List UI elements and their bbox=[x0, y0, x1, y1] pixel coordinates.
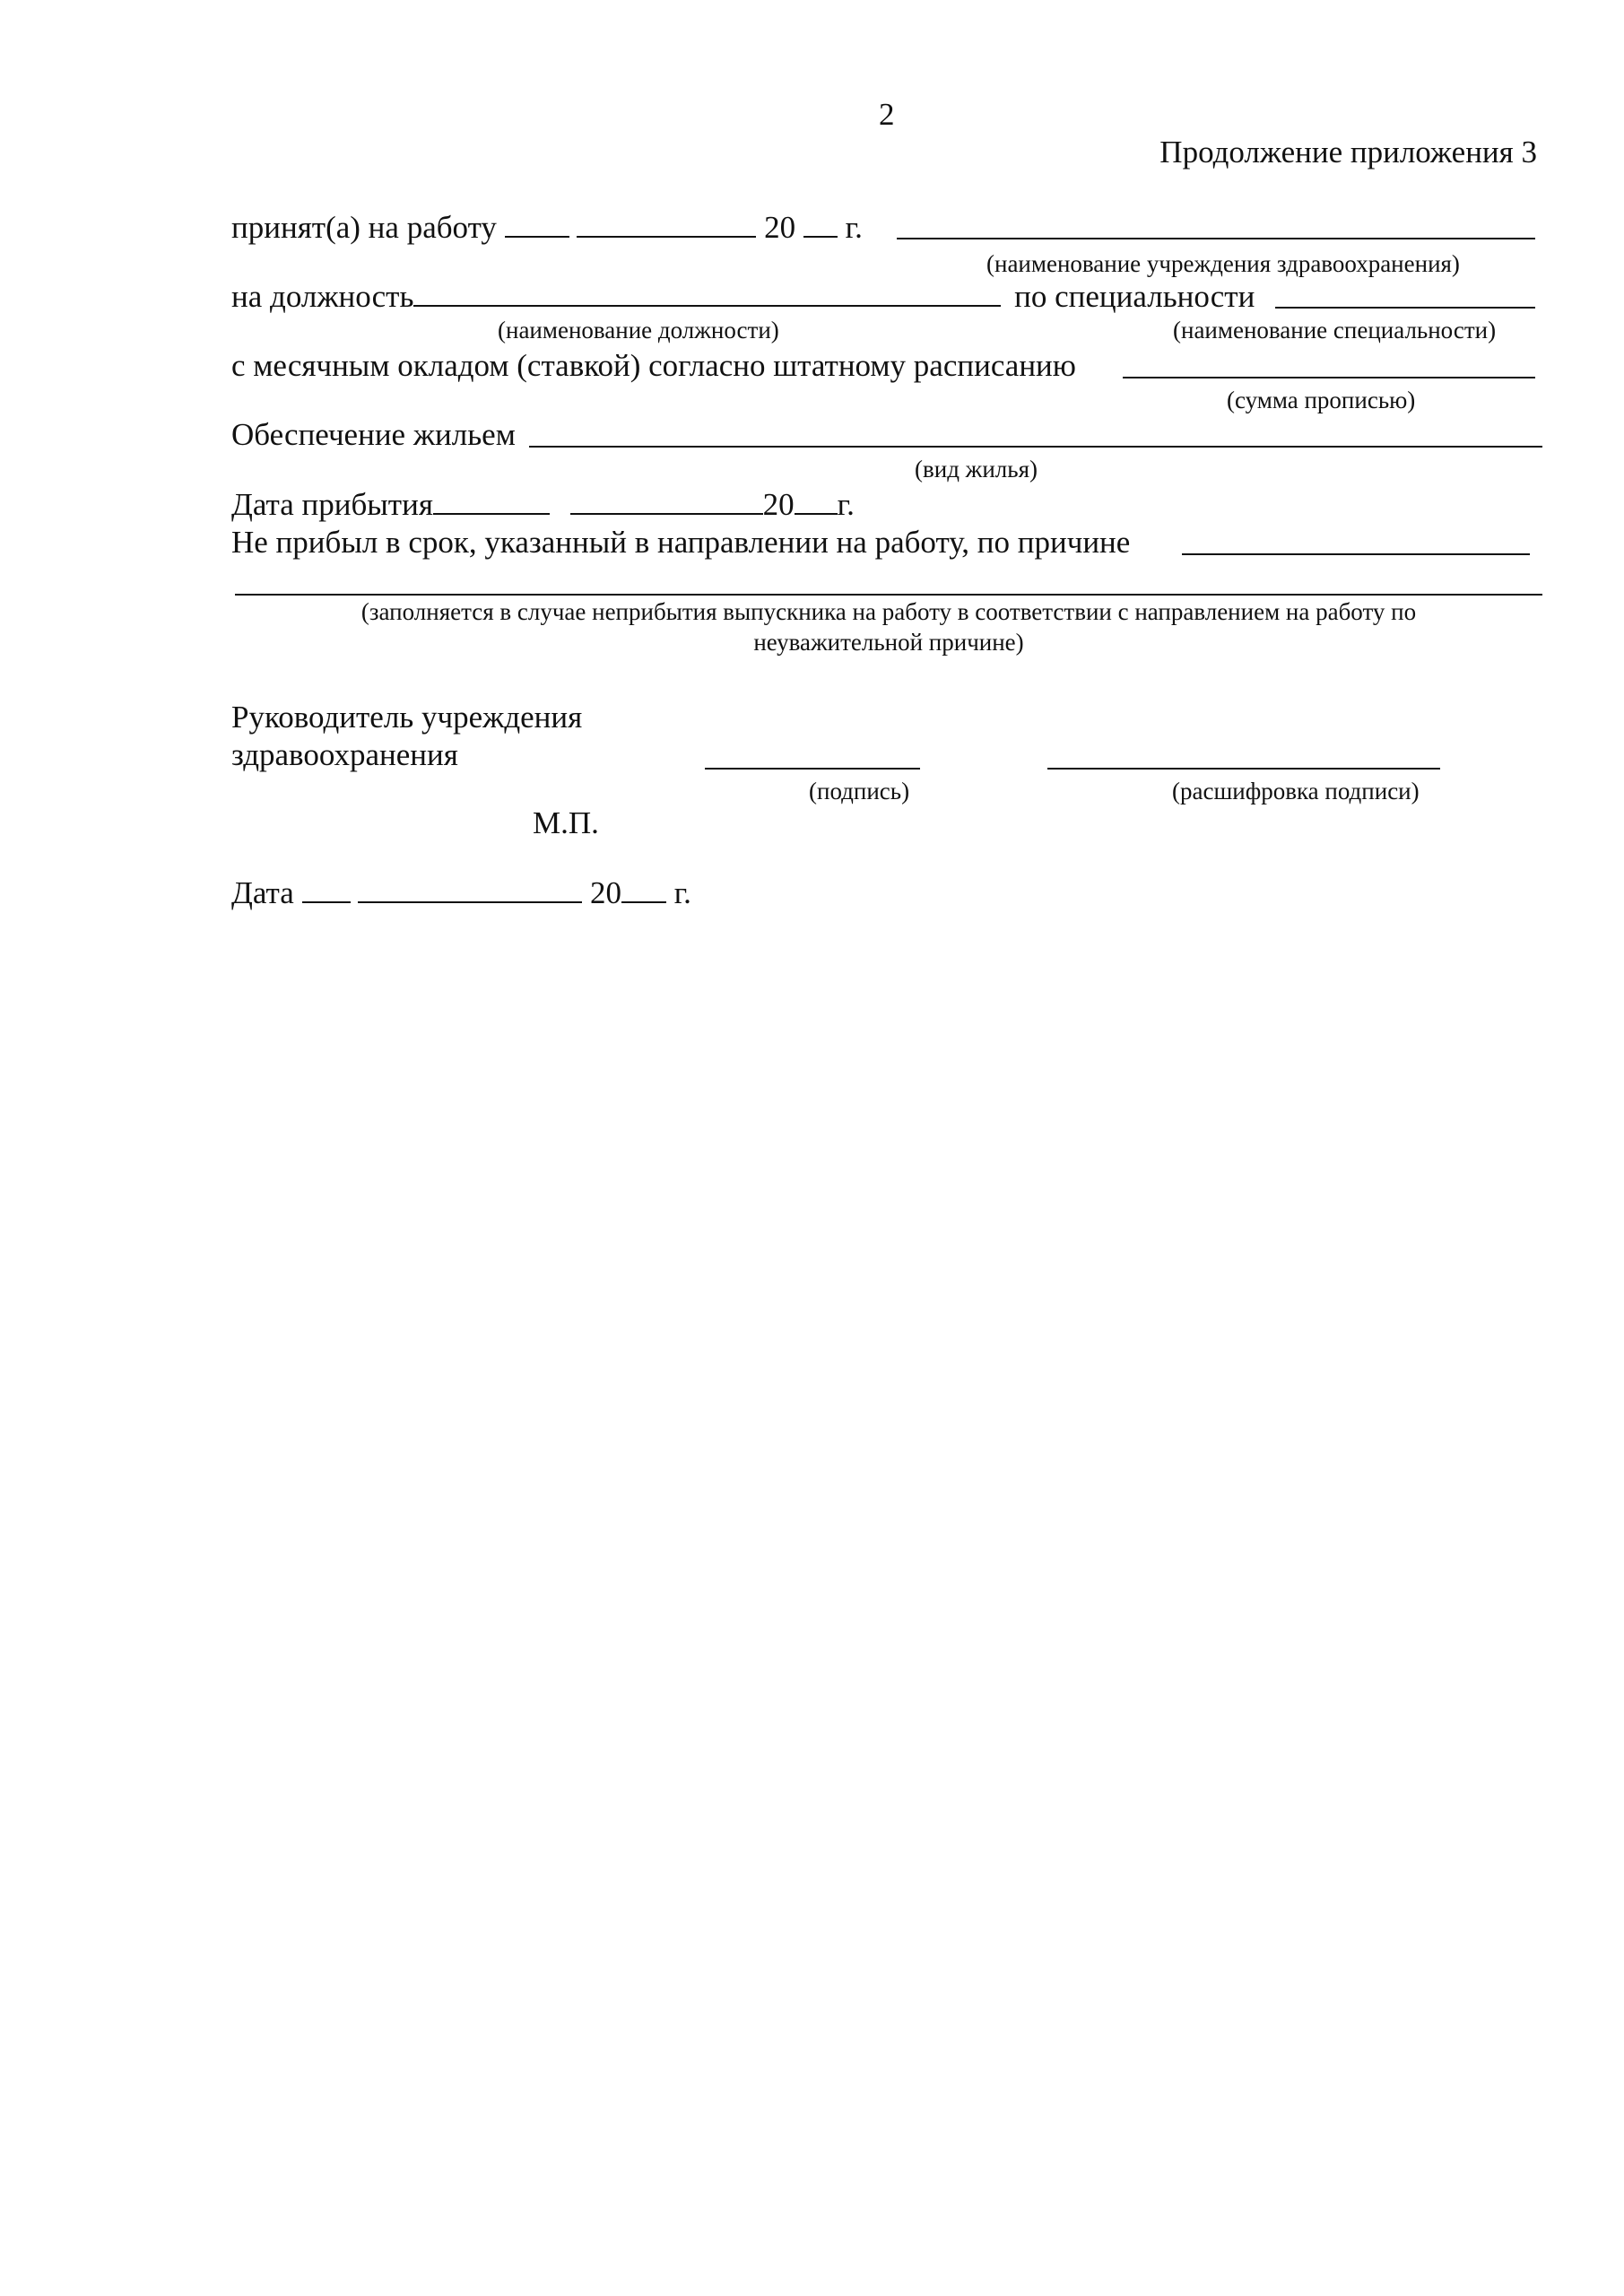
salary-label: с месячным окладом (ставкой) согласно штатному расписанию bbox=[231, 348, 1076, 383]
signature-decode-caption: (расшифровка подписи) bbox=[1172, 778, 1420, 804]
hired-year-field[interactable] bbox=[803, 209, 838, 238]
arrival-line bbox=[231, 486, 855, 523]
stamp-place: М.П. bbox=[533, 805, 599, 840]
institution-caption: (наименование учреждения здравоохранения) bbox=[986, 250, 1460, 277]
signature-decode-field[interactable] bbox=[1047, 741, 1440, 770]
date-month-field[interactable] bbox=[358, 874, 582, 903]
reason-continuation-field[interactable] bbox=[235, 567, 1542, 596]
page-number: 2 bbox=[879, 97, 895, 132]
hired-label: принят(а) на работу bbox=[231, 210, 497, 245]
appendix-header: Продолжение приложения 3 bbox=[1159, 135, 1537, 170]
arrival-label: Дата прибытия bbox=[231, 487, 433, 522]
salary-caption: (сумма прописью) bbox=[1227, 387, 1416, 413]
hired-month-field[interactable] bbox=[577, 209, 756, 238]
specialty-label: по специальности bbox=[1014, 279, 1255, 314]
signature-field[interactable] bbox=[705, 741, 920, 770]
position-caption: (наименование должности) bbox=[498, 317, 779, 344]
hired-year-prefix: 20 bbox=[764, 210, 796, 245]
arrival-month-field[interactable] bbox=[570, 486, 763, 515]
position-field[interactable] bbox=[413, 278, 1001, 307]
reason-caption-line-2: неуважительной причине) bbox=[753, 629, 1024, 656]
reason-caption-line-1: (заполняется в случае неприбытия выпускника на работу в соответствии с направлением на работу по bbox=[360, 598, 1417, 625]
hired-line bbox=[231, 209, 863, 246]
head-title-line-1: Руководитель учреждения bbox=[231, 700, 583, 735]
housing-caption: (вид жилья) bbox=[915, 456, 1038, 483]
date-label: Дата bbox=[231, 875, 294, 910]
arrival-year-prefix: 20 bbox=[762, 487, 795, 522]
head-title-line-2: здравоохранения bbox=[231, 737, 458, 772]
date-year-suffix: г. bbox=[673, 875, 691, 910]
institution-name-field[interactable] bbox=[897, 211, 1535, 239]
not-arrived-label: Не прибыл в срок, указанный в направлении на работу, по причине bbox=[231, 525, 1131, 560]
date-day-field[interactable] bbox=[302, 874, 351, 903]
position-label: на должность bbox=[231, 279, 414, 314]
specialty-caption: (наименование специальности) bbox=[1173, 317, 1497, 344]
specialty-field[interactable] bbox=[1275, 280, 1535, 309]
arrival-year-suffix: г. bbox=[837, 487, 855, 522]
hired-day-field[interactable] bbox=[505, 209, 569, 238]
date-line bbox=[231, 874, 691, 911]
date-year-field[interactable] bbox=[621, 874, 666, 903]
hired-year-suffix: г. bbox=[845, 210, 863, 245]
arrival-year-field[interactable] bbox=[795, 486, 838, 515]
housing-label: Обеспечение жильем bbox=[231, 417, 516, 452]
arrival-day-field[interactable] bbox=[433, 486, 550, 515]
date-year-prefix: 20 bbox=[590, 875, 622, 910]
signature-caption: (подпись) bbox=[809, 778, 910, 804]
position-line bbox=[231, 278, 1255, 315]
not-arrived-reason-field[interactable] bbox=[1182, 526, 1530, 555]
housing-field[interactable] bbox=[529, 419, 1542, 448]
salary-field[interactable] bbox=[1123, 350, 1535, 378]
